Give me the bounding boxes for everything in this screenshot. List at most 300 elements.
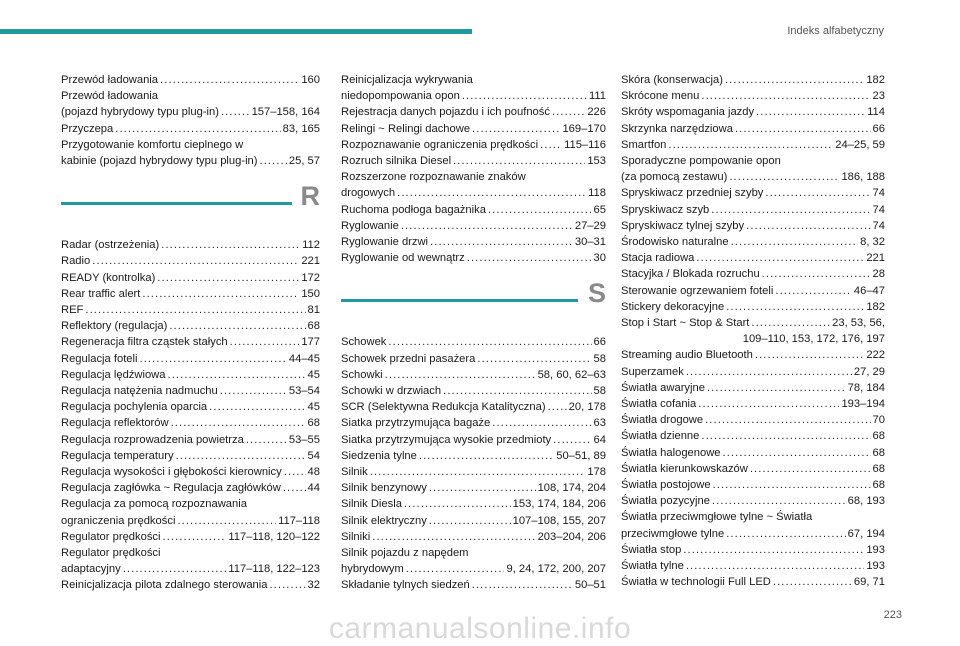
entry-text: niedopompowania opon xyxy=(341,90,460,103)
index-entry xyxy=(341,513,606,529)
entry-line xyxy=(61,432,320,448)
entry-line xyxy=(341,529,606,545)
entry-text: Reflektory (regulacja) xyxy=(61,320,168,333)
page-reference: 44 xyxy=(307,482,320,495)
leader-dots xyxy=(177,513,276,529)
entry-line xyxy=(61,415,320,431)
entry-text: Siatka przytrzymująca bagaże xyxy=(341,417,491,430)
entry-line xyxy=(61,270,320,286)
entry-text: Radar (ostrzeżenia) xyxy=(61,239,160,252)
page-reference: 63 xyxy=(593,417,606,430)
page-reference: 172 xyxy=(301,271,320,284)
leader-dots xyxy=(429,513,511,529)
index-entry xyxy=(621,509,885,541)
index-entry xyxy=(61,432,320,448)
index-entry xyxy=(341,529,606,545)
entry-text: adaptacyjny xyxy=(61,563,121,576)
entry-line xyxy=(61,351,320,367)
entry-line xyxy=(341,367,606,383)
entry-line xyxy=(621,121,885,137)
entry-text: Relingi ~ Relingi dachowe xyxy=(341,122,471,135)
entry-text: Silnik Diesla xyxy=(341,498,402,511)
leader-dots xyxy=(462,88,587,104)
entry-text: Siatka przytrzymująca wysokie przedmioty xyxy=(341,433,552,446)
section-letter: S xyxy=(587,278,606,309)
index-entry xyxy=(341,169,606,201)
entry-text: Streaming audio Bluetooth xyxy=(621,349,753,362)
index-entry xyxy=(621,104,885,120)
index-entry xyxy=(621,121,885,137)
page-reference: 112 xyxy=(302,239,320,252)
page-reference: 222 xyxy=(866,349,885,362)
entry-text: Światła tylne xyxy=(621,560,684,573)
entry-text: Przyczepa xyxy=(61,122,114,135)
page-reference: 157–158, 164 xyxy=(251,106,320,119)
page-reference: 203–204, 206 xyxy=(537,530,606,543)
entry-line xyxy=(341,513,606,529)
index-entry xyxy=(61,302,320,318)
page-reference: 20, 178 xyxy=(568,401,606,414)
entry-text: Regulacja temperatury xyxy=(61,449,174,462)
leader-dots xyxy=(430,234,573,250)
page-reference: 108, 174, 204 xyxy=(537,482,606,495)
entry-text: Światła pozycyjne xyxy=(621,495,710,508)
page-reference: 23, 53, 56, xyxy=(832,317,885,330)
entry-text: Światła cofania xyxy=(621,398,697,411)
index-entry xyxy=(61,529,320,545)
leader-dots xyxy=(269,577,305,593)
entry-text: Silnik benzynowy xyxy=(341,482,427,495)
page-reference: 28 xyxy=(872,268,885,281)
entry-line xyxy=(341,218,606,234)
entry-text: Silniki xyxy=(341,530,371,543)
entry-text: Stop i Start ~ Stop & Start xyxy=(621,317,750,330)
leader-dots xyxy=(372,529,535,545)
entry-text: Smartfon xyxy=(621,138,667,151)
leader-dots xyxy=(209,399,305,415)
index-entry xyxy=(341,367,606,383)
index-entry xyxy=(61,88,320,120)
page-reference: 169–170 xyxy=(562,122,606,135)
index-entry xyxy=(621,153,885,185)
leader-dots xyxy=(707,380,846,396)
entry-line xyxy=(621,412,885,428)
entry-line xyxy=(621,542,885,558)
leader-dots xyxy=(668,137,833,153)
page-reference: 48 xyxy=(307,466,320,479)
entry-text: Regulator prędkości xyxy=(61,547,161,560)
page-number: 223 xyxy=(883,609,902,621)
entry-text: Skóra (konserwacja) xyxy=(621,74,723,86)
entry-line xyxy=(341,561,606,577)
entry-text: hybrydowym xyxy=(341,563,404,576)
leader-dots xyxy=(698,396,839,412)
entry-line xyxy=(621,315,885,331)
page-reference: 221 xyxy=(866,252,885,265)
page-reference: 68 xyxy=(307,320,320,333)
index-entry xyxy=(341,577,606,593)
leader-dots xyxy=(492,415,591,431)
page-reference: 58 xyxy=(593,385,606,398)
page-reference: 58, 60, 62–63 xyxy=(537,368,606,381)
page-reference: 50–51, 89 xyxy=(556,449,606,462)
entry-text: Spryskiwacz przedniej szyby xyxy=(621,187,764,200)
index-entry xyxy=(621,299,885,315)
page-reference: 226 xyxy=(587,106,606,119)
index-entry xyxy=(61,318,320,334)
entry-line xyxy=(341,88,606,104)
leader-dots xyxy=(756,104,865,120)
page-reference: 107–108, 155, 207 xyxy=(512,514,606,527)
leader-dots xyxy=(163,529,227,545)
index-entry xyxy=(621,574,885,590)
entry-line xyxy=(621,169,885,185)
leader-dots xyxy=(696,250,864,266)
leader-dots xyxy=(260,153,287,169)
index-entry xyxy=(61,286,320,302)
page-reference: 115–116 xyxy=(564,138,606,151)
leader-dots xyxy=(762,266,871,282)
entry-line xyxy=(621,250,885,266)
leader-dots xyxy=(85,302,305,318)
leader-dots xyxy=(726,299,864,315)
page-reference: 117–118 xyxy=(278,514,320,527)
entry-line xyxy=(621,266,885,282)
entry-line xyxy=(621,283,885,299)
divider-rule xyxy=(61,202,292,205)
page-reference: 153, 174, 184, 206 xyxy=(512,498,606,511)
page-reference: 27–29 xyxy=(574,219,606,232)
entry-text: drogowych xyxy=(341,187,396,200)
entry-line xyxy=(621,526,885,542)
leader-dots xyxy=(472,577,573,593)
entry-text: Regulacja foteli xyxy=(61,352,138,365)
page-reference: 68 xyxy=(872,430,885,443)
leader-dots xyxy=(540,137,562,153)
index-entry xyxy=(341,480,606,496)
index-entry xyxy=(341,496,606,512)
entry-text: Światła przeciwmgłowe tylne ~ Światła xyxy=(621,511,813,524)
entry-line xyxy=(61,561,320,577)
entry-line xyxy=(341,383,606,399)
page-reference: 69, 71 xyxy=(853,576,885,589)
leader-dots xyxy=(283,480,306,496)
index-entry xyxy=(341,383,606,399)
leader-dots xyxy=(401,218,573,234)
index-entry xyxy=(61,334,320,350)
page-reference: 53–54 xyxy=(288,385,320,398)
entry-line xyxy=(341,448,606,464)
leader-dots xyxy=(220,383,287,399)
entry-text: Reinicjalizacja pilota zdalnego sterowania xyxy=(61,579,268,592)
leader-dots xyxy=(176,448,306,464)
page-reference: 111 xyxy=(588,90,606,103)
page-reference: 182 xyxy=(866,74,885,86)
leader-dots xyxy=(713,477,871,493)
index-entry xyxy=(621,380,885,396)
leader-dots xyxy=(385,367,536,383)
entry-text: Przygotowanie komfortu cieplnego w xyxy=(61,138,244,151)
index-entry xyxy=(621,283,885,299)
index-entry xyxy=(61,399,320,415)
entry-text: Środowisko naturalne xyxy=(621,236,729,249)
entry-text: Światła halogenowe xyxy=(621,446,721,459)
entry-text: Silnik xyxy=(341,466,368,479)
page-reference: 68 xyxy=(872,462,885,475)
page-reference: 160 xyxy=(301,74,320,86)
page-reference: 74 xyxy=(872,219,885,232)
page-reference: 53–55 xyxy=(288,433,320,446)
page-reference: 66 xyxy=(872,122,885,135)
page-reference: 8, 32 xyxy=(860,236,885,249)
page-reference: 32 xyxy=(307,579,320,592)
page-reference: 117–118, 120–122 xyxy=(228,530,320,543)
entry-line xyxy=(61,302,320,318)
leader-dots xyxy=(171,415,306,431)
page-reference: 78, 184 xyxy=(847,381,885,394)
entry-text: Światła postojowe xyxy=(621,479,711,492)
entry-text: Rozpoznawanie ograniczenia prędkości xyxy=(341,138,539,151)
leader-dots xyxy=(404,496,511,512)
entry-text: Przewód ładowania xyxy=(61,74,159,86)
index-column-1 xyxy=(61,72,320,594)
entry-line xyxy=(341,121,606,137)
entry-line xyxy=(341,480,606,496)
entry-text: Światła awaryjne xyxy=(621,381,705,394)
entry-text: ograniczenia prędkości xyxy=(61,514,176,527)
entry-text: Światła dzienne xyxy=(621,430,700,443)
index-entry xyxy=(341,432,606,448)
entry-line xyxy=(341,432,606,448)
entry-text: Reinicjalizacja wykrywania xyxy=(341,74,473,86)
index-entry xyxy=(61,383,320,399)
page-reference: 54 xyxy=(307,449,320,462)
entry-text: Schowek xyxy=(341,336,387,349)
entry-text: Ruchoma podłoga bagażnika xyxy=(341,203,486,216)
leader-dots xyxy=(429,480,536,496)
index-entry xyxy=(61,480,320,496)
entry-text: Spryskiwacz tylnej szyby xyxy=(621,219,745,232)
page-reference: 74 xyxy=(872,187,885,200)
entry-text: Ryglowanie xyxy=(341,219,399,232)
entry-line xyxy=(621,493,885,509)
index-entry xyxy=(341,234,606,250)
entry-text: Silnik pojazdu z napędem xyxy=(341,547,469,560)
index-entry xyxy=(621,412,885,428)
entry-line xyxy=(341,577,606,593)
entry-line xyxy=(341,496,606,512)
entry-text: Światła stop xyxy=(621,543,682,556)
page-reference: 193 xyxy=(866,560,885,573)
index-entry xyxy=(341,250,606,266)
page-reference: 177 xyxy=(301,336,320,349)
leader-dots xyxy=(686,558,865,574)
entry-line xyxy=(621,558,885,574)
index-entry xyxy=(341,72,606,104)
entry-line xyxy=(61,104,320,120)
index-entry xyxy=(621,315,885,347)
page-reference: 23 xyxy=(872,90,885,103)
index-entry xyxy=(621,558,885,574)
header-accent-bar xyxy=(0,29,472,34)
entry-line xyxy=(61,448,320,464)
leader-dots xyxy=(746,218,870,234)
leader-dots xyxy=(731,234,859,250)
entry-line xyxy=(621,72,885,88)
index-entry xyxy=(61,415,320,431)
entry-line xyxy=(621,202,885,218)
entry-text: Spryskiwacz szyb xyxy=(621,203,710,216)
entry-text: Ryglowanie drzwi xyxy=(341,236,429,249)
entry-text: Składanie tylnych siedzeń xyxy=(341,579,470,592)
page-reference: 70 xyxy=(872,414,885,427)
entry-line xyxy=(621,380,885,396)
entry-line xyxy=(341,234,606,250)
page-reference: 50–51 xyxy=(574,579,606,592)
page-reference: 46–47 xyxy=(853,284,885,297)
entry-line xyxy=(61,383,320,399)
leader-dots xyxy=(160,72,299,88)
entry-text: (pojazd hybrydowy typu plug-in) xyxy=(61,106,219,119)
entry-text: przeciwmgłowe tylne xyxy=(621,527,725,540)
leader-dots xyxy=(775,283,852,299)
index-entry xyxy=(341,153,606,169)
index-column-3 xyxy=(621,72,885,591)
entry-text: Rear traffic alert xyxy=(61,287,141,300)
page-reference: 25, 57 xyxy=(288,155,320,168)
entry-line xyxy=(61,318,320,334)
index-entry xyxy=(621,202,885,218)
entry-line xyxy=(61,121,320,137)
entry-line xyxy=(341,464,606,480)
entry-text: Regulacja za pomocą rozpoznawania xyxy=(61,498,247,511)
page-reference-continued: 109–110, 153, 172, 176, 197 xyxy=(742,333,885,346)
leader-dots xyxy=(467,250,592,266)
index-entry xyxy=(341,202,606,218)
entry-line xyxy=(341,153,606,169)
entry-line xyxy=(61,72,320,88)
entry-text: Schowki w drzwiach xyxy=(341,385,442,398)
entry-text: (za pomocą zestawu) xyxy=(621,171,728,184)
entry-line xyxy=(61,253,320,269)
entry-line xyxy=(341,415,606,431)
leader-dots xyxy=(169,318,305,334)
entry-text: Przewód ładowania xyxy=(61,90,159,103)
entry-line xyxy=(621,104,885,120)
entry-line xyxy=(61,529,320,545)
index-entry xyxy=(61,237,320,253)
entry-line xyxy=(621,88,885,104)
page-reference: 68 xyxy=(307,417,320,430)
leader-dots xyxy=(167,367,305,383)
leader-dots xyxy=(142,286,299,302)
index-entry xyxy=(621,234,885,250)
entry-text: Regulacja rozprowadzenia powietrza xyxy=(61,433,244,446)
entry-line xyxy=(61,480,320,496)
leader-dots xyxy=(683,542,864,558)
leader-dots xyxy=(477,351,591,367)
entry-text: Sterowanie ogrzewaniem foteli xyxy=(621,284,774,297)
leader-dots xyxy=(725,72,864,88)
entry-text: Silnik elektryczny xyxy=(341,514,427,527)
entry-text: Regulacja wysokości i głębokości kierownicy xyxy=(61,466,282,479)
entry-text: Światła kierunkowskazów xyxy=(621,462,748,475)
leader-dots xyxy=(453,153,585,169)
entry-line xyxy=(621,234,885,250)
entry-line xyxy=(61,399,320,415)
entry-line xyxy=(61,153,320,169)
page-reference: 27, 29 xyxy=(853,365,885,378)
index-entry xyxy=(621,250,885,266)
section-title: Indeks alfabetyczny xyxy=(787,25,884,37)
entry-text: Ryglowanie od wewnątrz xyxy=(341,252,465,265)
index-entry xyxy=(61,496,320,528)
section-divider xyxy=(341,278,606,326)
index-entry xyxy=(621,396,885,412)
entry-line xyxy=(341,334,606,350)
entry-text: Regulacja pochylenia oparcia xyxy=(61,401,208,414)
index-entry xyxy=(621,88,885,104)
entry-line xyxy=(621,461,885,477)
entry-text: REF xyxy=(61,304,84,317)
entry-text: Regulacja reflektorów xyxy=(61,417,169,430)
index-entry xyxy=(61,121,320,137)
leader-dots xyxy=(370,464,586,480)
entry-text: Skrzynka narzędziowa xyxy=(621,122,733,135)
page-reference: 58 xyxy=(593,352,606,365)
entry-line xyxy=(621,185,885,201)
leader-dots xyxy=(552,104,585,120)
leader-dots xyxy=(548,399,567,415)
page-reference: 118 xyxy=(588,187,606,200)
index-entry xyxy=(341,351,606,367)
entry-line xyxy=(341,185,606,201)
page-reference: 65 xyxy=(593,203,606,216)
entry-line xyxy=(61,286,320,302)
leader-dots xyxy=(711,202,870,218)
leader-dots xyxy=(246,432,287,448)
page-reference: 182 xyxy=(866,300,885,313)
entry-line xyxy=(621,396,885,412)
index-entry xyxy=(621,493,885,509)
index-entry xyxy=(341,104,606,120)
entry-text: Siedzenia tylne xyxy=(341,449,417,462)
leader-dots xyxy=(701,428,870,444)
entry-line xyxy=(621,574,885,590)
entry-line xyxy=(341,250,606,266)
page-reference: 83, 165 xyxy=(282,122,320,135)
leader-dots xyxy=(443,383,591,399)
leader-dots xyxy=(751,315,830,331)
entry-text: SCR (Selektywna Redukcja Katalityczna) xyxy=(341,401,546,414)
page-reference: 81 xyxy=(307,304,320,317)
entry-line xyxy=(61,334,320,350)
index-column-2 xyxy=(341,72,606,594)
page-reference: 68, 193 xyxy=(847,495,885,508)
leader-dots xyxy=(161,237,300,253)
leader-dots xyxy=(92,253,299,269)
entry-line xyxy=(341,399,606,415)
page-reference: 193 xyxy=(866,543,885,556)
index-entry xyxy=(621,364,885,380)
entry-text: Stacyjka / Blokada rozruchu xyxy=(621,268,760,281)
entry-text: Sporadyczne pompowanie opon xyxy=(621,155,781,168)
entry-text: Skróty wspomagania jazdy xyxy=(621,106,755,119)
entry-text: Regulacja lędźwiowa xyxy=(61,368,166,381)
page-reference: 64 xyxy=(593,433,606,446)
leader-dots xyxy=(221,104,250,120)
index-entry xyxy=(341,218,606,234)
